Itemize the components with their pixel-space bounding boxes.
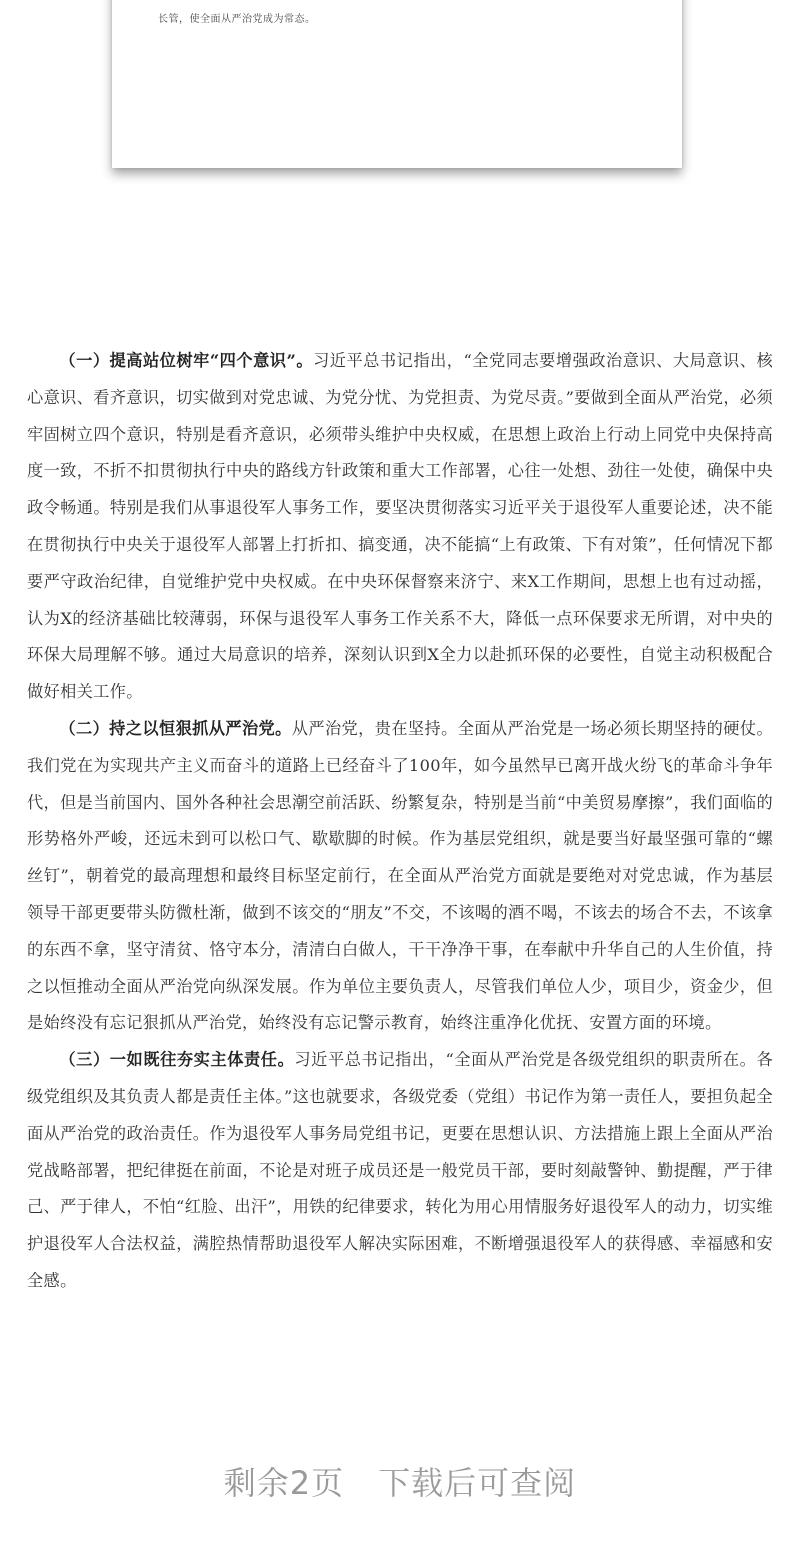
- paragraph-3-text: 习近平总书记指出，“全面从严治党是各级党组织的职责所在。各级党组织及其负责人都是责任主体。”这也就要求，各级党委（党组）书记作为第一责任人，要担负起全面从严治党的政治责任。作为退役军人事务局党组书记，更要在思想认识、方法措施上跟上全面从严治党战略部署，把纪律挺在前面，不论是对班子成员还是一般党员干部，要时刻敲警钟、勤提醒，严于律己、严于律人，不怕“红脸、出汗”，用铁的纪律要求，转化为用心用情服务好退役军人的动力，切实维护退役军人合法权益，满腔热情帮助退役军人解决实际困难，不断增强退役军人的获得感、幸福感和安全感。: [27, 1050, 773, 1290]
- paragraph-3-heading: （三）一如既往夯实主体责任。: [59, 1050, 295, 1070]
- paragraph-1: [27, 343, 773, 711]
- paragraph-1-heading: （一）提高站位树牢“四个意识”。: [59, 351, 314, 370]
- preview-page-text: 长管，使全面从严治党成为常态。: [158, 14, 316, 25]
- download-to-view-label: 下载后可查阅: [378, 1464, 577, 1502]
- paragraph-2-text: 从严治党，贵在坚持。全面从严治党是一场必须长期坚持的硬仗。我们党在为实现共产主义而奋斗的道路上已经奋斗了100年，如今虽然早已离开战火纷飞的革命斗争年代，但是当前国内、国外各种社会思潮空前活跃、纷繁复杂，特别是当前“中美贸易摩擦”，我们面临的形势格外严峻，还远未到可以松口气、歇歇脚的时候。作为基层党组织，就是要当好最坚强可靠的“螺丝钉”，朝着党的最高理想和最终目标坚定前行，在全面从严治党方面就是要绝对对党忠诚，作为基层领导干部更要带头防微杜渐，做到不该交的“朋友”不交，不该喝的酒不喝，不该去的场合不去，不该拿的东西不拿，坚守清贫、恪守本分，清清白白做人，干干净净干事，在奉献中升华自己的人生价值，持之以恒推动全面从严治党向纵深发展。作为单位主要负责人，尽管我们单位人少，项目少，资金少，但是始终没有忘记狠抓从严治党，始终没有忘记警示教育，始终注重净化优抚、安置方面的环境。: [27, 718, 773, 1033]
- document-body: [27, 343, 773, 1300]
- download-to-view-banner[interactable]: [0, 1458, 800, 1504]
- paragraph-2-heading: （二）持之以恒狠抓从严治党。: [59, 718, 292, 738]
- paragraph-3: [27, 1042, 773, 1300]
- paragraph-1-text: 习近平总书记指出，“全党同志要增强政治意识、大局意识、核心意识、看齐意识，切实做到对党忠诚、为党分忧、为党担责、为党尽责。”要做到全面从严治党，必须牢固树立四个意识，特别是看齐意识，必须带头维护中央权威，在思想上政治上行动上同党中央保持高度一致，不折不扣贯彻执行中央的路线方针政策和重大工作部署，心往一处想、劲往一处使，确保中央政令畅通。特别是我们从事退役军人事务工作，要坚决贯彻落实习近平关于退役军人重要论述，决不能在贯彻执行中央关于退役军人部署上打折扣、搞变通，决不能搞“上有政策、下有对策”，任何情况下都要严守政治纪律，自觉维护党中央权威。在中央环保督察来济宁、来X工作期间，思想上也有过动摇，认为X的经济基础比较薄弱，环保与退役军人事务工作关系不大，降低一点环保要求无所谓，对中央的环保大局理解不够。通过大局意识的培养，深刻认识到X全力以赴抓环保的必要性，自觉主动积极配合做好相关工作。: [27, 351, 773, 702]
- remaining-pages-label: 剩余2页: [223, 1464, 345, 1502]
- paragraph-2: [27, 711, 773, 1042]
- document-page-preview: [112, 0, 682, 168]
